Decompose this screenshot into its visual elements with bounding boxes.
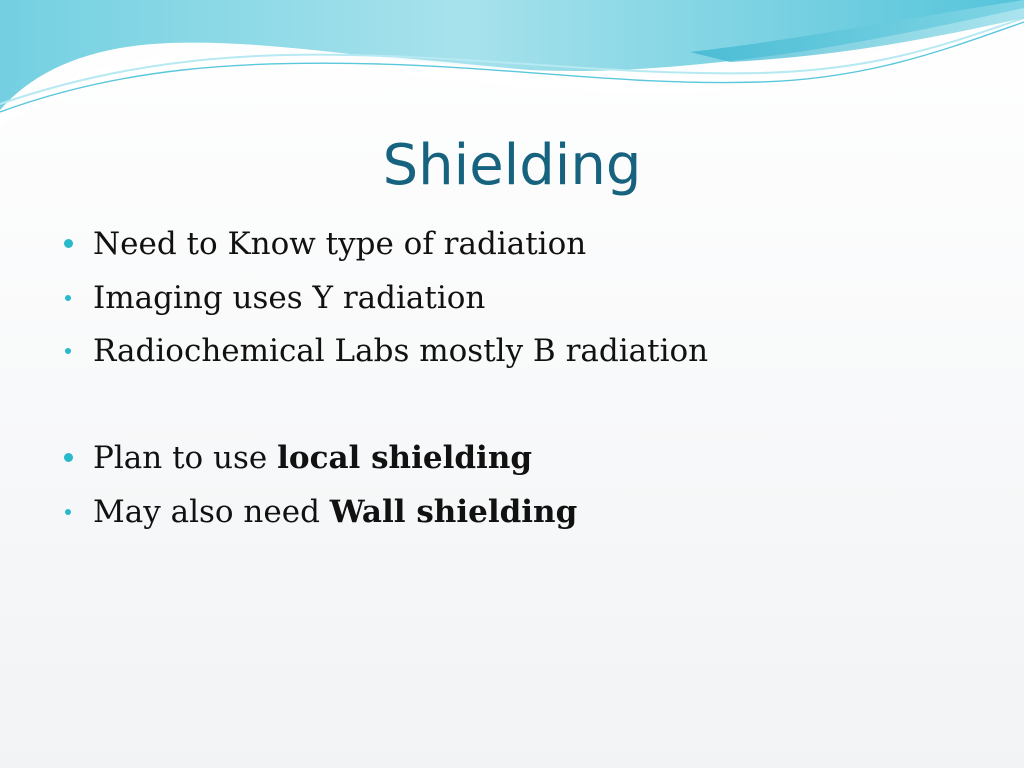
bullet-list — [58, 218, 978, 539]
sub-bullet-dot-icon — [65, 348, 71, 354]
bullet-prefix: Plan to use — [93, 440, 278, 476]
sub-bullet-dot-icon — [65, 509, 71, 515]
bullet-text: Imaging uses Y radiation — [93, 279, 486, 316]
bullet-imaging — [58, 272, 978, 326]
bullet-wall-shielding — [58, 486, 978, 540]
bullet-emphasis: Wall shielding — [329, 493, 578, 530]
bullet-text: Radiochemical Labs mostly B radiation — [93, 333, 709, 369]
bullet-text: Need to Know type of radiation — [93, 226, 587, 262]
bullet-emphasis: local shielding — [277, 440, 533, 476]
bullet-dot-icon — [64, 239, 73, 248]
slide-title: Shielding — [382, 133, 642, 198]
bullet-local-shielding — [58, 432, 978, 486]
bullet-radiochemical — [58, 325, 978, 379]
bullet-need-to-know — [58, 218, 978, 272]
bullet-dot-icon — [64, 453, 73, 462]
header-wave-decoration — [0, 0, 1024, 130]
sub-bullet-dot-icon — [65, 295, 71, 301]
bullet-prefix: May also need — [93, 493, 330, 530]
